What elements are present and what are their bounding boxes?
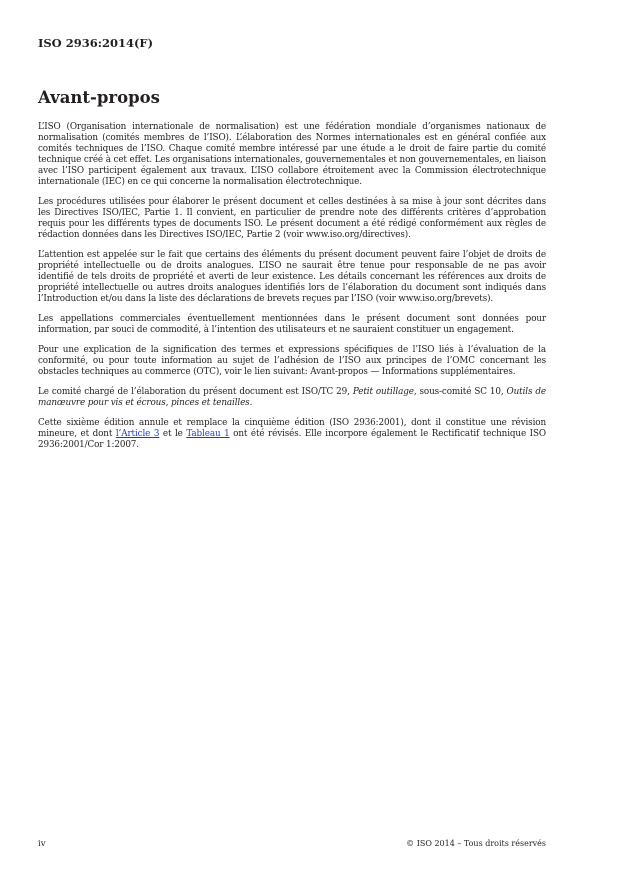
edition-text-2: et le <box>159 429 187 439</box>
edition-text-1: Cette sixième édition annule et remplace la cinquième édition (ISO 2936:2001), dont il constitue une révision mineure, et dont <box>38 418 546 439</box>
paragraph-conformity-terms: Pour une explication de la signification des termes et expressions spécifiques de l’ISO liés à l’évaluation de la conformité, ou pour toute information au sujet de l’adhésion de l’ISO aux principes de l’OMC concernant les obstacles techniques au commerce (OTC), voir le lien suivant: Avant-propos — Informations supplémentaires. <box>38 345 546 377</box>
edition-text-3: ont été révisés. Elle incorpore également le Rectificatif technique ISO 2936:2001/Cor 1:2007. <box>38 429 547 450</box>
page-number: iv <box>38 839 46 849</box>
article-3-link[interactable]: l’Article 3 <box>115 429 160 439</box>
foreword-body <box>38 122 546 460</box>
copyright-notice: © ISO 2014 – Tous droits réservés <box>406 839 546 848</box>
paragraph-patent-rights: L’attention est appelée sur le fait que certains des éléments du présent document peuvent faire l’objet de droits de propriété intellectuelle ou de droits analogues. L’ISO ne saurait être tenue pour responsable de ne pas avoir identifié de tels droits de propriété et averti de leur existence. Les détails concernant les références aux droits de propriété intellectuelle ou autres droits analogues identifiés lors de l’élaboration du document sont indiqués dans l’Introduction et/ou dans la liste des déclarations de brevets reçues par l’ISO (voir www.iso.org/brevets). <box>38 250 546 304</box>
paragraph-iso-organisation: L’ISO (Organisation internationale de normalisation) est une fédération mondiale d’organismes nationaux de normalisation (comités membres de l’ISO). L’élaboration des Normes internationales est en général confiée aux comités techniques de l’ISO. Chaque comité membre intéressé par une étude a le droit de faire partie du comité technique créé à cet effet. Les organisations internationales, gouvernementales et non gouvernementales, en liaison avec l’ISO participent également aux travaux. L’ISO collabore étroitement avec la Commission électrotechnique internationale (IEC) en ce qui concerne la normalisation électrotechnique. <box>38 122 546 187</box>
committee-text-2: , sous-comité SC 10, <box>413 387 507 397</box>
committee-text-3: . <box>249 398 253 408</box>
table-1-link[interactable]: Tableau 1 <box>186 429 230 439</box>
committee-name: Petit outillage <box>352 387 414 397</box>
committee-text-1: Le comité chargé de l’élaboration du présent document est ISO/TC 29, <box>38 387 353 397</box>
paragraph-committee <box>38 387 546 409</box>
document-id: ISO 2936:2014(F) <box>38 36 154 50</box>
page-title: Avant-propos <box>38 88 160 107</box>
paragraph-edition <box>38 418 546 451</box>
paragraph-procedures: Les procédures utilisées pour élaborer le présent document et celles destinées à sa mise à jour sont décrites dans les Directives ISO/IEC, Partie 1. Il convient, en particulier de prendre note des différents critères d’approbation requis pour les différents types de documents ISO. Le présent document a été rédigé conformément aux règles de rédaction données dans les Directives ISO/IEC, Partie 2 (voir www.iso.org/directives). <box>38 197 546 240</box>
subcommittee-name: Outils de manœuvre pour vis et écrous, pinces et tenailles <box>38 387 546 408</box>
paragraph-trade-names: Les appellations commerciales éventuellement mentionnées dans le présent document sont données pour information, par souci de commodité, à l’intention des utilisateurs et ne sauraient constituer un engagement. <box>38 314 546 335</box>
